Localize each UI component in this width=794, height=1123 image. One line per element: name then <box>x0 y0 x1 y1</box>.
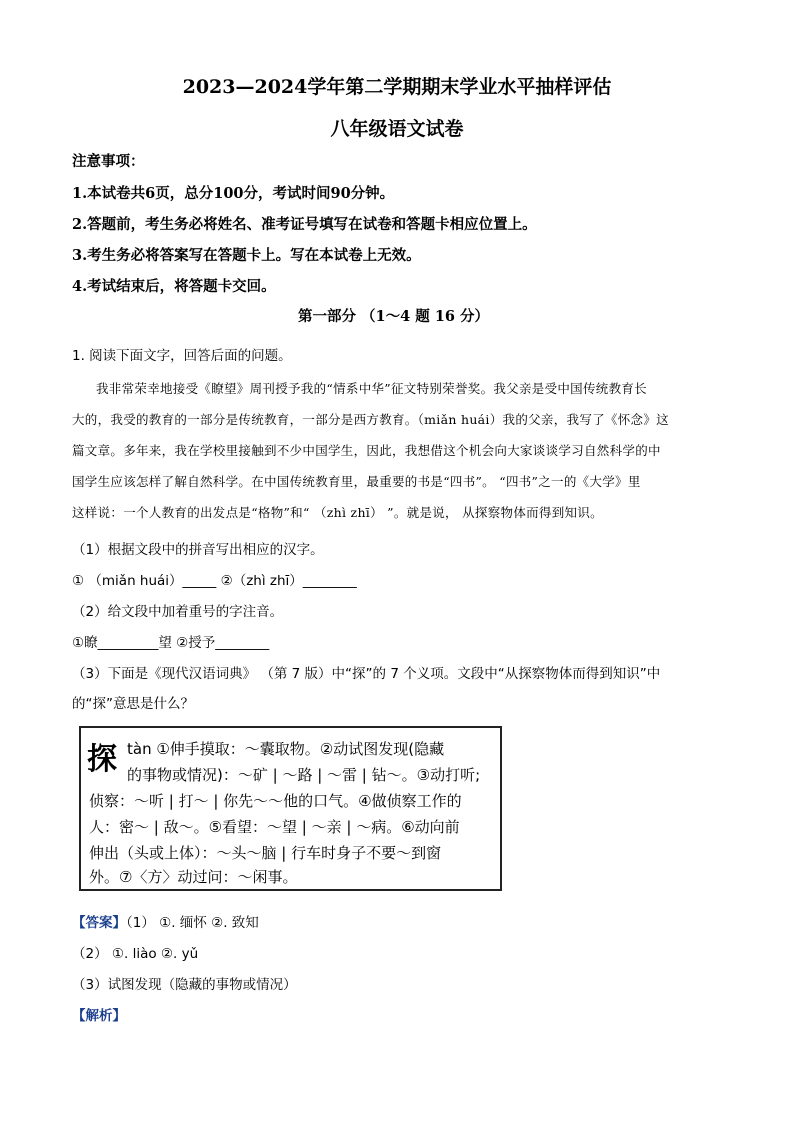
sub-question-1-blanks: ① （miǎn huái）_____ ②（zhì zhī）________ <box>72 573 357 589</box>
analysis-label: 【解析】 <box>72 1008 126 1024</box>
question-prompt: 1. 阅读下面文字，回答后面的问题。 <box>72 348 292 364</box>
answer-label: 【答案】 <box>72 915 126 931</box>
answer-1-text: （1） ①. 缅怀 ②. 致知 <box>126 915 259 931</box>
passage-line-2: 大的，我受的教育的一部分是传统教育，一部分是西方教育。（miǎn huái）我的父亲，我写了《怀念》这 <box>72 412 669 427</box>
sub-question-3-line-2: 的“探”意思是什么？ <box>72 696 194 712</box>
dictionary-line-3: 侦察：～听 | 打～ | 你先～～他的口气。④做侦察工作的 <box>89 792 462 810</box>
passage-line-3: 篇文章。多年来，我在学校里接触到不少中国学生，因此，我想借这个机会向大家谈谈学习自然科学的中 <box>72 443 661 458</box>
passage-line-5: 这样说：一个人教育的出发点是“格物”和“ （zhì zhī） ”。就是说， 从探察物体而得到知识。 <box>72 505 603 520</box>
note-item-1: 1.本试卷共6页，总分100分，考试时间90分钟。 <box>72 185 395 202</box>
answer-line-2: （2） ①. liào ②. yǔ <box>72 946 199 962</box>
dictionary-line-6: 外。⑦〈方〉动过问：～闲事。 <box>89 868 298 886</box>
passage-line-1: 我非常荣幸地接受《瞭望》周刊授予我的“情系中华”征文特别荣誉奖。我父亲是受中国传统教育长 <box>96 381 647 396</box>
dictionary-line-1: tàn ①伸手摸取：～囊取物。②动试图发现(隐藏 <box>127 740 445 758</box>
dictionary-line-5: 伸出（头或上体）：～头～脑 | 行车时身子不要～到窗 <box>89 844 442 862</box>
sub-question-2-blanks: ①瞭_________望 ②授予________ <box>72 635 270 651</box>
note-item-4: 4.考试结束后，将答题卡交回。 <box>72 278 276 295</box>
notes-heading: 注意事项： <box>72 153 145 170</box>
dictionary-headword: 探 <box>87 742 117 777</box>
sub-question-3-line-1: （3）下面是《现代汉语词典》 （第 7 版）中“探”的 7 个义项。文段中“从探察物体而得到知识”中 <box>72 666 661 682</box>
exam-title: 2023—2024学年第二学期期末学业水平抽样评估 <box>182 76 612 98</box>
sub-question-2: （2）给文段中加着重号的字注音。 <box>72 604 284 620</box>
note-item-3: 3.考生务必将答案写在答题卡上。写在本试卷上无效。 <box>72 247 421 264</box>
exam-subtitle: 八年级语文试卷 <box>330 118 464 140</box>
answer-line-1 <box>72 911 259 931</box>
note-item-2: 2.答题前，考生务必将姓名、准考证号填写在试卷和答题卡相应位置上。 <box>72 216 537 233</box>
section-heading: 第一部分 （1～4 题 16 分） <box>298 308 490 325</box>
answer-line-3: （3）试图发现（隐藏的事物或情况） <box>72 977 297 993</box>
sub-question-1: （1）根据文段中的拼音写出相应的汉字。 <box>72 542 324 558</box>
passage-line-4: 国学生应该怎样了解自然科学。在中国传统教育里，最重要的书是“四书”。 “四书”之一的《大学》里 <box>72 474 641 489</box>
dictionary-line-4: 人：密～ | 敌～。⑤看望：～望 | ～亲 | ～病。⑥动向前 <box>89 818 460 836</box>
dictionary-line-2: 的事物或情况)：～矿 | ～路 | ～雷 | 钻～。③动打听; <box>127 766 481 784</box>
dictionary-entry-image <box>79 726 502 891</box>
